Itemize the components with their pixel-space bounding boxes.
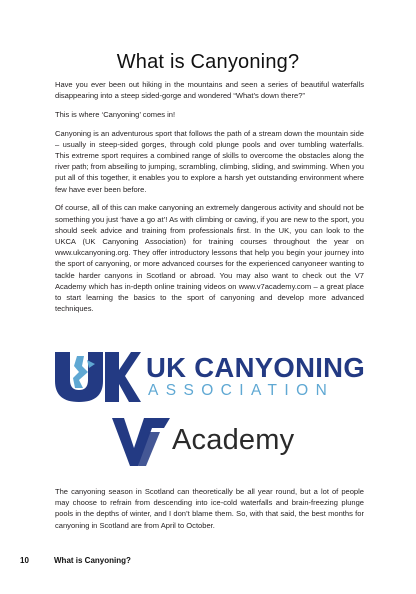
v7-academy-logo (112, 418, 312, 466)
body-text-top (55, 79, 364, 322)
paragraph: This is where ‘Canyoning’ comes in! (55, 109, 176, 119)
footer-section-title: What is Canyoning? (54, 556, 131, 565)
ukca-logo-sub-text: ASSOCIATION (148, 382, 335, 399)
ukca-emblem-icon (53, 350, 141, 402)
paragraph: The canyoning season in Scotland can theoretically be all year round, but a lot of people may choose to refrain from descending into ice-cold waterfalls and brain-freezing plunge pools in the depths of winter, and I don’t blame them. So, with that said, the best months for canyoning in Scotland are from April to October. (55, 487, 364, 530)
page-title: What is Canyoning? (116, 51, 300, 74)
ukca-logo (53, 350, 365, 402)
ukca-logo-main-text: UK CANYONING (146, 352, 366, 383)
v7-logo-word: Academy (172, 424, 295, 456)
paragraph: Of course, all of this can make canyoning an extremely dangerous activity and should not be something you just ‘have a go at’! As with climbing or caving, if you are new to the sport, you should seek advice and training from professionals first. In the UK, you can look to the UKCA (UK Canyoning Association) for training courses throughout the year on www.ukcanyoning.org. They offer introductory lessons that help you begin your journey into the sport of canyoning, or more advanced courses for the experienced canyoneer wanting to tackle harder canyons in Scotland or abroad. You may also want to check out the V7 Academy which has in-depth online training videos on www.v7academy.com – a great place to start learning the basics to the sport of canyoning and develop more advanced techniques. (55, 203, 364, 314)
paragraph: Canyoning is an adventurous sport that follows the path of a stream down the mountain side – usually in steep-sided gorges, through cold plunge pools and over tumbling waterfalls. This extreme sport requires a combined range of skills to overcome the obstacles along the river path; from abseiling to jumping, scrambling, climbing, sliding, and swimming. When you put all of this together, it enables you to explore a harsh yet outstanding environment where few have ever been before. (55, 128, 364, 194)
paragraph: Have you ever been out hiking in the mountains and seen a series of beautiful waterfalls disappearing into a steep sided-gorge and wondered “What’s down there?” (55, 80, 364, 101)
page-footer (20, 556, 131, 565)
body-text-bottom (55, 486, 364, 538)
page-number: 10 (20, 556, 29, 565)
v7-emblem-icon (112, 418, 170, 466)
